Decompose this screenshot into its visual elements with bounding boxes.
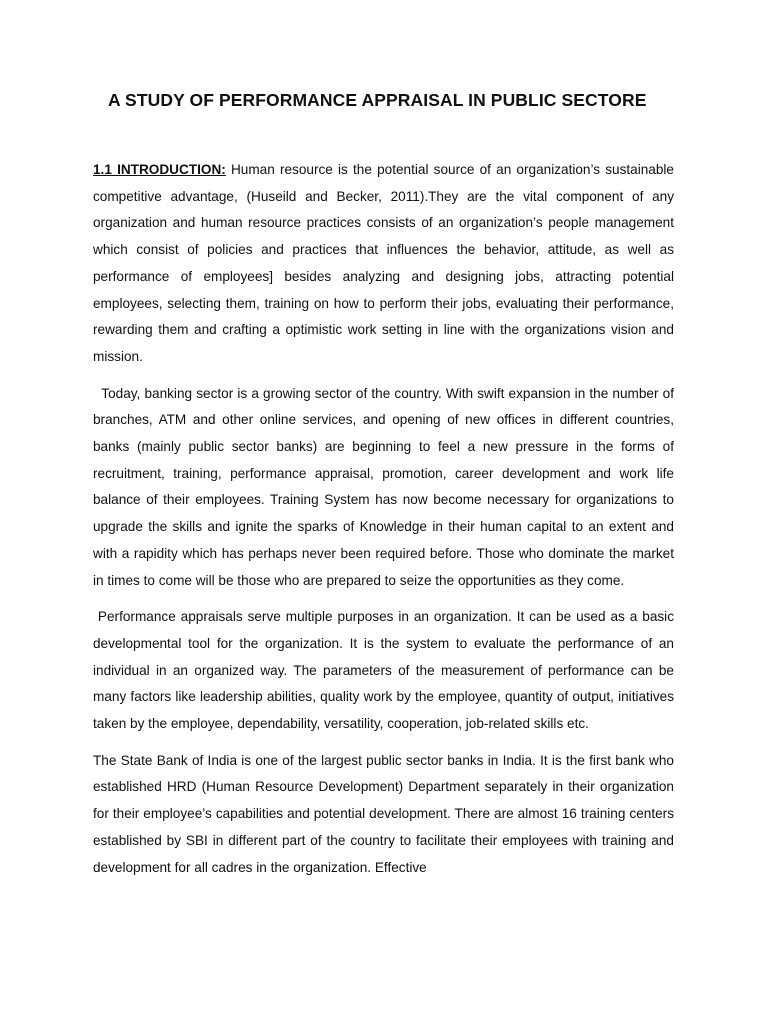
paragraph-performance-appraisals: Performance appraisals serve multiple purposes in an organization. It can be used as a basic developmental tool for the organization. It is the system to evaluate the performance of an individual in an organized way. The parameters of the measurement of performance can be many factors like leadership abilities, quality work by the employee, quantity of output, initiatives taken by the employee, dependability, versatility, cooperation, job-related skills etc. xyxy=(93,609,674,732)
paragraph-text: Human resource is the potential source of an organization’s sustainable competitive advantage, (Huseild and Becker, 2011).They are the vital component of any organization and human resource practices consists of an organization’s people management which consist of policies and practices that influences the behavior, attitude, as well as performance of employees] besides analyzing and designing jobs, attracting potential employees, selecting them, training on how to perform their jobs, evaluating their performance, rewarding them and crafting a optimistic work setting in line with the organizations vision and mission. xyxy=(93,162,674,364)
paragraph-banking-sector: Today, banking sector is a growing sector of the country. With swift expansion in the number of branches, ATM and other online services, and opening of new offices in different countries, banks (mainly public sector banks) are beginning to feel a new pressure in the forms of recruitment, training, performance appraisal, promotion, career development and work life balance of their employees. Training System has now become necessary for organizations to upgrade the skills and ignite the sparks of Knowledge in their human capital to an extent and with a rapidity which has perhaps never been required before. Those who dominate the market in times to come will be those who are prepared to seize the opportunities as they come. xyxy=(93,385,674,588)
document-body xyxy=(93,157,674,891)
paragraph-introduction xyxy=(93,157,674,371)
document-title: A STUDY OF PERFORMANCE APPRAISAL IN PUBLIC SECTORE xyxy=(108,90,647,110)
paragraph-state-bank-of-india: The State Bank of India is one of the largest public sector banks in India. It is the first bank who established HRD (Human Resource Development) Department separately in their organization for their employee’s capabilities and potential development. There are almost 16 training centers established by SBI in different part of the country to facilitate their employees with training and development for all cadres in the organization. Effective xyxy=(93,752,674,875)
introduction-heading: 1.1 INTRODUCTION: xyxy=(93,162,226,177)
